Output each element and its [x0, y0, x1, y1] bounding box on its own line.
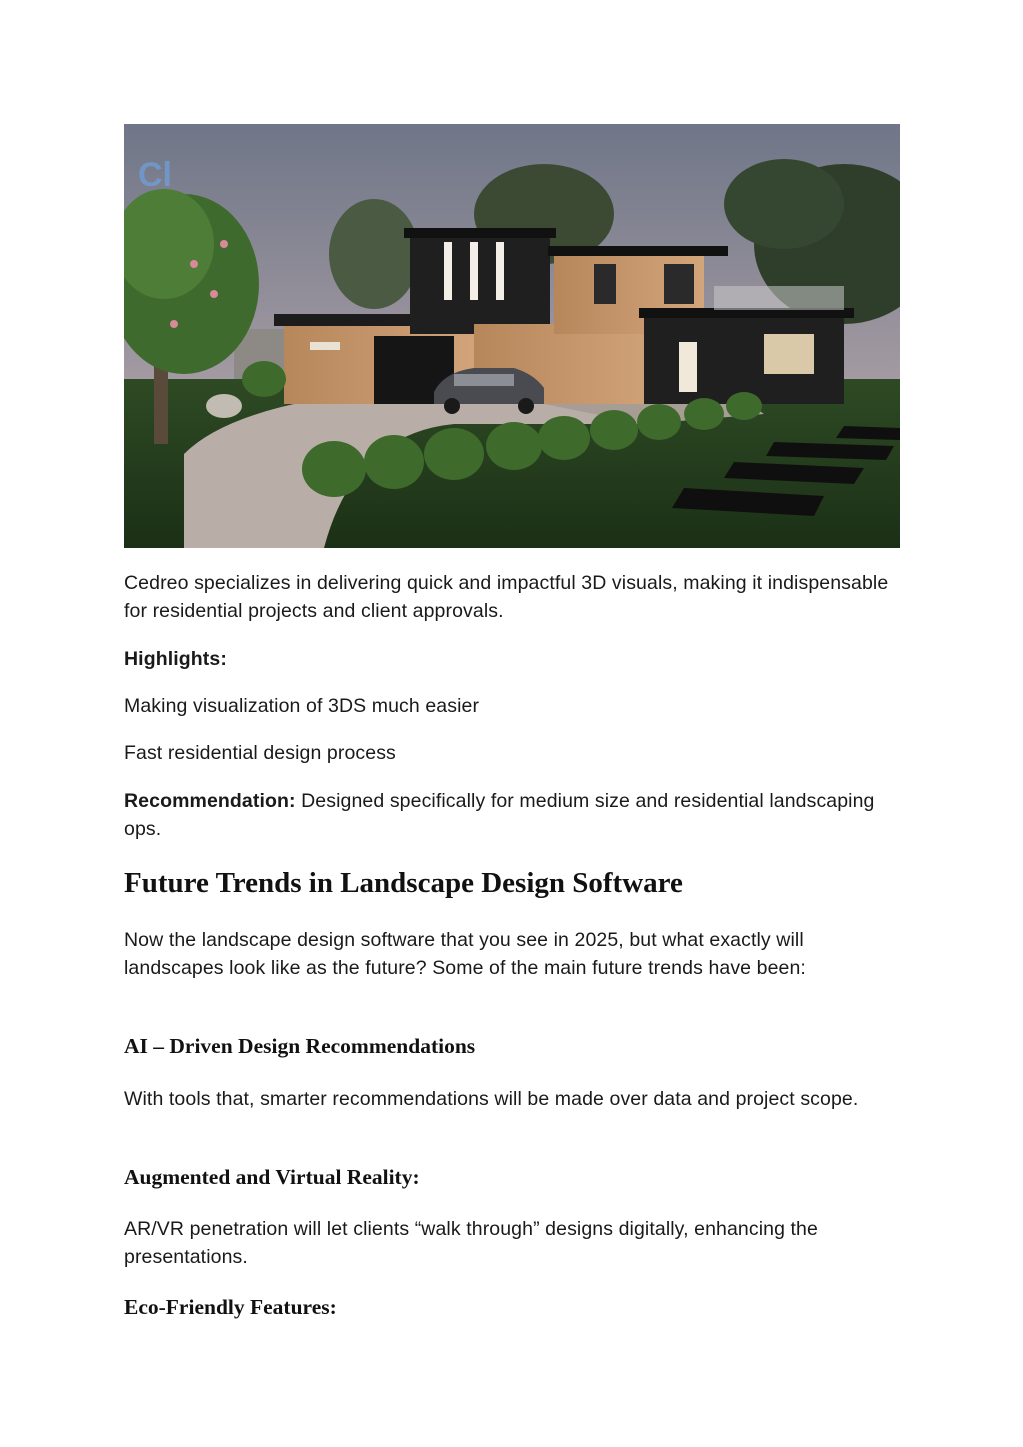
intro-paragraph: Cedreo specializes in delivering quick and impactful 3D visuals, making it indispensable for residential projects and client approvals.	[124, 572, 889, 622]
recommendation-paragraph	[124, 787, 900, 843]
highlights-label: Highlights:	[124, 648, 227, 670]
section-title: Future Trends in Landscape Design Software	[124, 867, 683, 899]
section-intro: Now the landscape design software that you see in 2025, but what exactly will landscapes look like as the future? Some of the main future trends have been:	[124, 929, 806, 979]
recommendation-label: Recommendation:	[124, 790, 296, 812]
trend-text: AR/VR penetration will let clients “walk through” designs digitally, enhancing the presentations.	[124, 1218, 818, 1268]
recommendation-text: Designed specifically for medium size and residential landscaping ops.	[124, 790, 875, 840]
trend-text: With tools that, smarter recommendations will be made over data and project scope.	[124, 1088, 859, 1110]
trend-heading: Augmented and Virtual Reality:	[124, 1165, 420, 1189]
highlight-item: Making visualization of 3DS much easier	[124, 695, 480, 717]
trend-heading: Eco-Friendly Features:	[124, 1295, 337, 1319]
highlight-item: Fast residential design process	[124, 742, 396, 764]
svg-text:Cl: Cl	[138, 156, 172, 194]
hero-house-image	[124, 124, 900, 548]
trend-heading: AI – Driven Design Recommendations	[124, 1034, 476, 1058]
